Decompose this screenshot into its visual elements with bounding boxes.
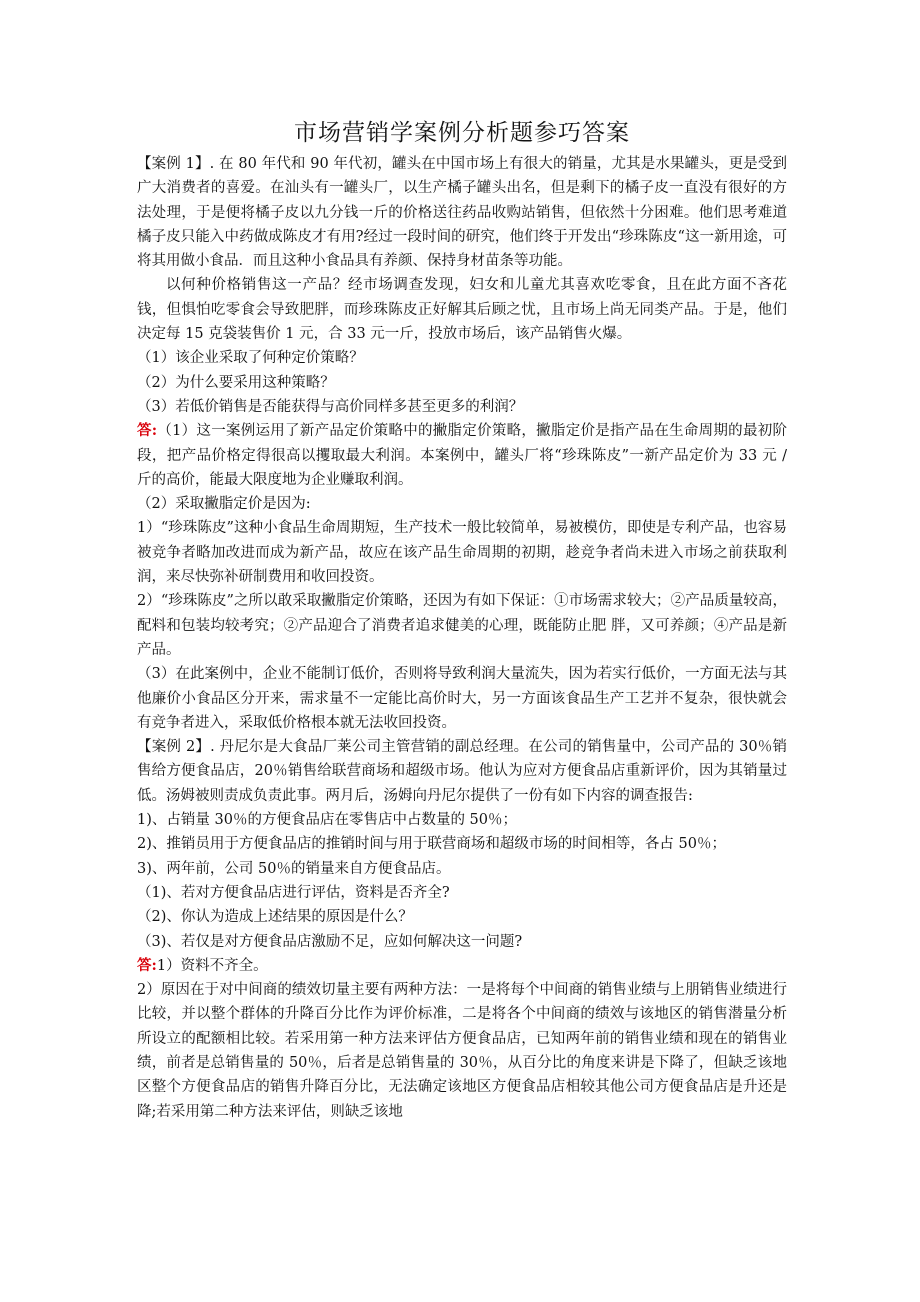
- document-body: [137, 152, 787, 1124]
- case2-answer-1-text: 1）资料不齐全。: [156, 957, 268, 974]
- case1-answer-1: [137, 419, 787, 492]
- case2-report-item-2: 2)、推销员用于方便食品店的推销时间与用于联营商场和超级市场的时间相等，各占 50％；: [137, 836, 726, 853]
- answer-label: 答:: [137, 956, 157, 974]
- case2-question-1: （1)、若对方便食品店进行评估，资料是否齐全?: [137, 884, 450, 901]
- case1-answer-2-point-1: 1）“珍珠陈皮”这种小食品生命周期短，生产技术一般比较简单，易被模仿，即使是专利产品，也容易被竞争者略加改进而成为新产品，故应在该产品生命周期的初期，趁竞争者尚未进入市场之前获取利润，来尽快弥补研制费用和收回投资。: [137, 520, 787, 586]
- case1-answer-1-text: （1）这一案例运用了新产品定价策略中的撇脂定价策略，撇脂定价是指产品在生命周期的最初阶段，把产品价格定得很高以攫取最大利润。本案例中，罐头厂将“珍珠陈皮”一新产品定价为 33 元 / 斤的高价，能最大限度地为企业赚取利润。: [137, 423, 787, 488]
- case1-intro-paragraph: 【案例 1】. 在 80 年代和 90 年代初，罐头在中国市场上有很大的销量，尤其是水果罐头，更是受到广大消费者的喜爱。在汕头有一罐头厂，以生产橘子罐头出名，但是剩下的橘子皮一直没有很好的方法处理，于是便将橘子皮以九分钱一斤的价格送往药品收购站销售，但依然十分困难。他们思考难道橘子皮只能入中药做成陈皮才有用?经过一段时间的研究，他们终于开发出“珍珠陈皮“这一新用途，可将其用做小食品．而且这种小食品具有养颜、保持身材苗条等功能。: [137, 156, 787, 270]
- case2-answer-1: [137, 954, 787, 978]
- case2-question-3: （3)、若仅是对方便食品店激励不足，应如何解决这一问题?: [137, 933, 523, 950]
- case2-report-item-1: 1)、占销量 30％的方便食品店在零售店中占数量的 50％；: [137, 812, 517, 829]
- case1-question-2: （2）为什么要采用这种策略？: [137, 374, 335, 391]
- case2-intro-paragraph: 【案例 2】. 丹尼尔是大食品厂莱公司主管营销的副总经理。在公司的销售量中，公司产品的 30％销售给方便食品店，20％销售给联营商场和超级市场。他认为应对方便食品店重新评价，因为其销量过低。汤姆被则责成负责此事。两月后，汤姆向丹尼尔提供了一份有如下内容的调查报告:: [137, 739, 787, 804]
- case1-answer-2-point-2: 2）“珍珠陈皮”之所以敢采取撇脂定价策略，还因为有如下保证：①市场需求较大；②产品质量较高，配料和包装均较考究；②产品迎合了消费者追求健美的心理，既能防止肥 胖，又可养颜；④产品是新产品。: [137, 593, 787, 658]
- case1-question-1: （1）该企业采取了何种定价策略？: [137, 350, 364, 367]
- case1-pricing-paragraph: 以何种价格销售这一产品？经市场调查发现，妇女和儿童尤其喜欢吃零食，且在此方面不吝花钱，但惧怕吃零食会导致肥胖，而珍珠陈皮正好解其后顾之忧，且市场上尚无同类产品。于是，他们决定每 15 克袋装售价 1 元，合 33 元一斤，投放市场后，该产品销售火爆。: [137, 277, 787, 343]
- case2-report-item-3: 3)、两年前，公司 50％的销量来自方便食品店。: [137, 860, 451, 877]
- document-page: [137, 116, 787, 1124]
- case1-answer-3: （3）在此案例中，企业不能制订低价，否则将导致利润大量流失，因为若实行低价，一方面无法与其他廉价小食品区分开来，需求量不一定能比高价时大，另一方面该食品生产工艺并不复杂，很快就会有竞争者进入，采取低价格根本就无法收回投资。: [137, 666, 787, 731]
- case1-question-3: （3）若低价销售是否能获得与高价同样多甚至更多的利润？: [137, 398, 524, 415]
- case2-answer-2: 2）原因在于对中间商的绩效切量主要有两种方法：一是将每个中间商的销售业绩与上朋销售业绩进行比较，并以整个群体的升降百分比作为评价标准，二是将各个中间商的绩效与该地区的销售潜量分析所设立的配额相比较。若采用第一种方法来评估方便食品店，已知两年前的销售业绩和现在的销售业绩，前者是总销售量的 50％，后者是总销售量的 30％，从百分比的角度来讲是下降了，但缺乏该地区整个方便食品店的销售升降百分比，无法确定该地区方便食品店相较其他公司方便食品店是升还是降;若采用第二种方法来评估，则缺乏该地: [137, 982, 787, 1120]
- answer-label: 答:: [137, 422, 158, 440]
- case1-answer-2-heading: （2）采取撇脂定价是因为:: [137, 496, 311, 513]
- document-title: 市场营销学案例分析题参巧答案: [294, 120, 630, 146]
- case2-question-2: （2)、你认为造成上述结果的原因是什么？: [137, 909, 413, 926]
